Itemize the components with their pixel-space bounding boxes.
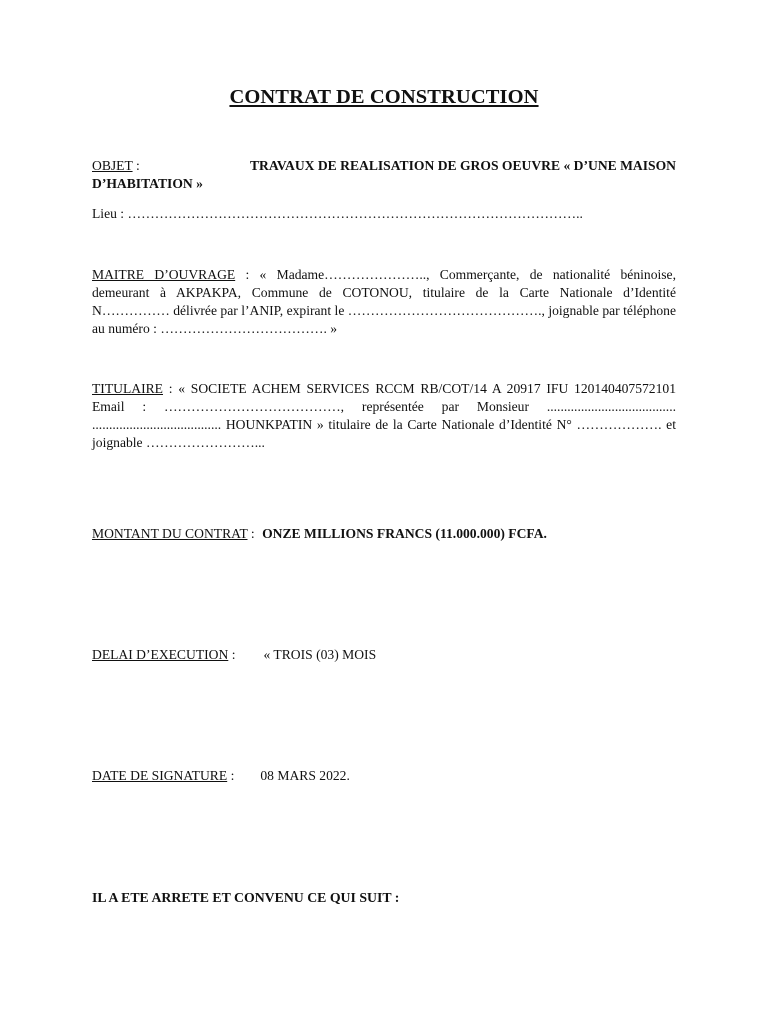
objet-separator: : [132,158,140,173]
delai-section [92,646,676,664]
delai-value: « TROIS (03) MOIS [263,647,377,662]
titulaire-text: « SOCIETE ACHEM SERVICES RCCM RB/COT/14 A 20917 IFU 120140407572101 Email : …………………………………, représentée par Monsieur ...................................... ...................................... HOUNKPATIN » titulaire de la Carte Nationale d’Identité N° ………………. et joignable ……………………... [92,381,676,450]
date-signature-label: DATE DE SIGNATURE [92,768,228,783]
objet-value-line1: TRAVAUX DE REALISATION DE GROS OEUVRE « D’UNE MAISON [249,158,676,173]
date-signature-value: 08 MARS 2022. [260,768,350,783]
maitre-ouvrage-label: MAITRE D’OUVRAGE [92,267,236,282]
delai-separator: : [228,647,236,662]
conclusion-heading: IL A ETE ARRETE ET CONVENU CE QUI SUIT : [92,890,400,905]
objet-label: OBJET [92,158,133,173]
lieu-value: ……………………………………………………………………………………….. [127,206,583,221]
objet-section [92,157,676,193]
montant-label: MONTANT DU CONTRAT [92,526,248,541]
montant-section [92,525,676,543]
maitre-ouvrage-section [92,266,676,338]
titulaire-label: TITULAIRE [92,381,163,396]
montant-separator: : [247,526,259,541]
objet-value-line2: D’HABITATION » [92,176,203,191]
date-signature-section [92,767,676,785]
lieu-section [92,205,676,223]
delai-label: DELAI D’EXECUTION [92,647,229,662]
maitre-ouvrage-text: « Madame………………….., Commerçante, de nationalité béninoise, demeurant à AKPAKPA, Commune de COTONOU, titulaire de la Carte Nationale d’Identité N…………… délivrée par l’ANIP, expirant le ……………………………………., joignable par téléphone au numéro : ………………………………. » [92,267,676,336]
date-signature-separator: : [227,768,235,783]
titulaire-separator: : [162,381,179,396]
maitre-ouvrage-separator: : [235,267,260,282]
lieu-label: Lieu : [92,206,125,221]
page-title: CONTRAT DE CONSTRUCTION [229,86,539,108]
titulaire-section [92,380,676,452]
montant-value: ONZE MILLIONS FRANCS (11.000.000) FCFA. [262,526,547,541]
